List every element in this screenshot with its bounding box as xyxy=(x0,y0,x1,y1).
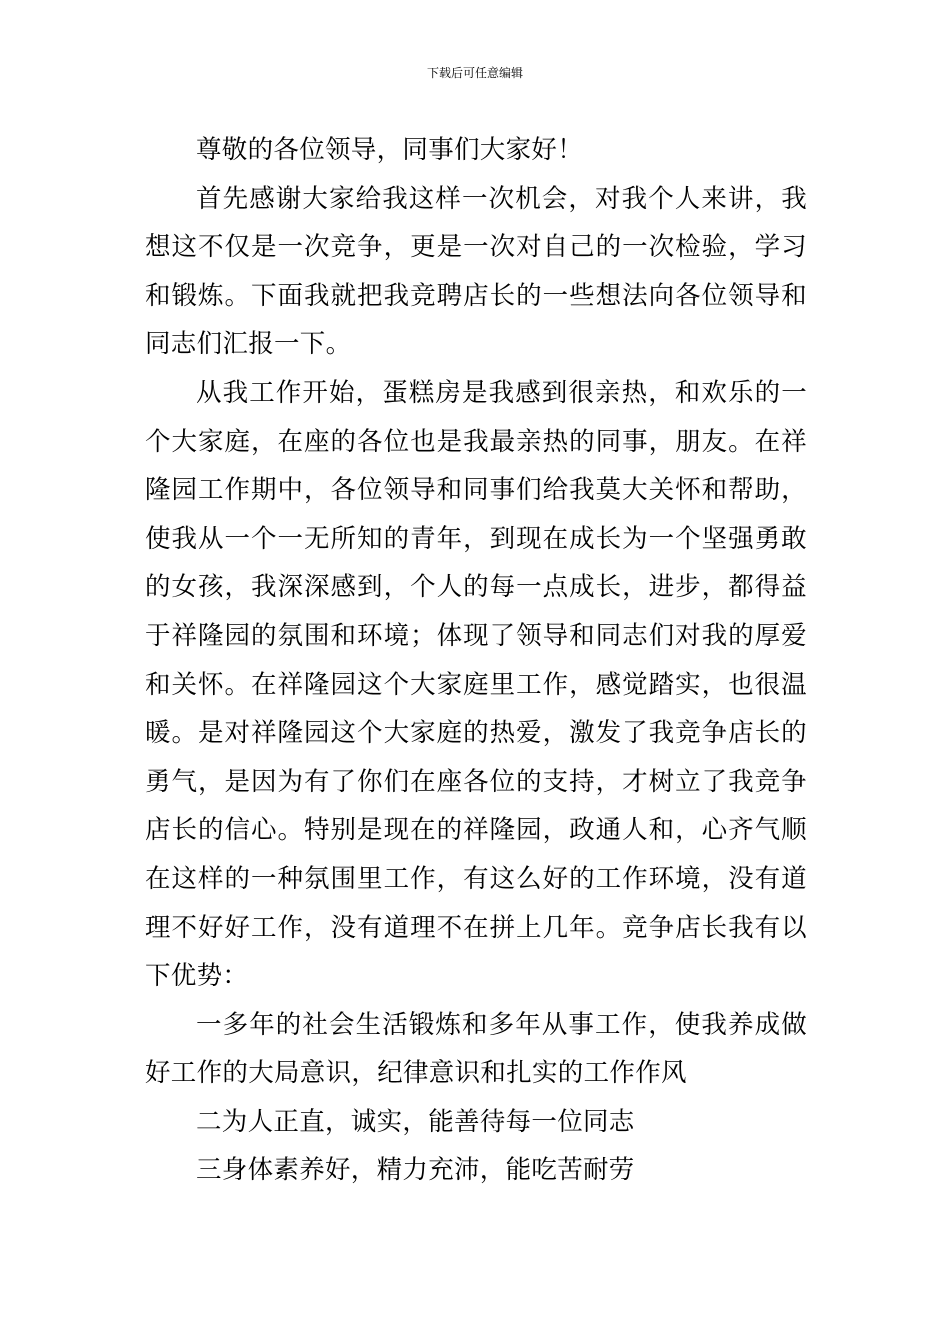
greeting-paragraph: 尊敬的各位领导，同事们大家好！ xyxy=(196,135,584,165)
advantage-two-paragraph: 二为人正直，诚实，能善待每一位同志 xyxy=(196,1106,635,1137)
advantage-three-paragraph: 三身体素养好，精力充沛，能吃苦耐劳 xyxy=(196,1155,635,1186)
page-header: 下载后可任意编辑 xyxy=(426,66,523,80)
advantage-one-paragraph: 一多年的社会生活锻炼和多年从事工作，使我养成做好工作的大局意识，纪律意识和扎实的工作作风 xyxy=(145,1009,807,1089)
intro-paragraph: 首先感谢大家给我这样一次机会，对我个人来讲，我想这不仅是一次竞争，更是一次对自己的一次检验，学习和锻炼。下面我就把我竞聘店长的一些想法向各位领导和同志们汇报一下。 xyxy=(145,183,807,360)
document-body xyxy=(145,126,807,1195)
background-paragraph: 从我工作开始，蛋糕房是我感到很亲热，和欢乐的一个大家庭，在座的各位也是我最亲热的同事，朋友。在祥隆园工作期中，各位领导和同事们给我莫大关怀和帮助，使我从一个一无所知的青年，到现在成长为一个坚强勇敢的女孩，我深深感到，个人的每一点成长，进步，都得益于祥隆园的氛围和环境；体现了领导和同志们对我的厚爱和关怀。在祥隆园这个大家庭里工作，感觉踏实，也很温暖。是对祥隆园这个大家庭的热爱，激发了我竞争店长的勇气，是因为有了你们在座各位的支持，才树立了我竞争店长的信心。特别是现在的祥隆园，政通人和，心齐气顺在这样的一种氛围里工作，有这么好的工作环境，没有道理不好好工作，没有道理不在拼上几年。竞争店长我有以下优势： xyxy=(145,377,807,992)
